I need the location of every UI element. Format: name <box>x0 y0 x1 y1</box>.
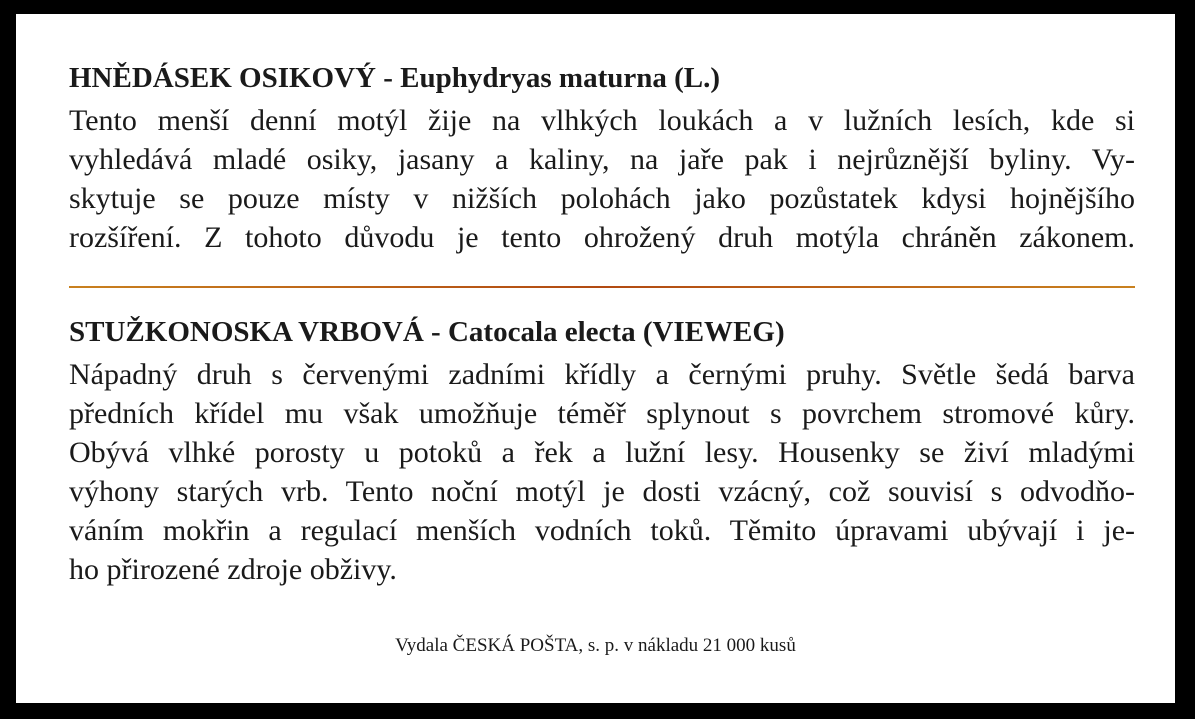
species-section-2 <box>69 318 1135 589</box>
publisher-footer: Vydala ČESKÁ POŠTA, s. p. v nákladu 21 000 kusů <box>395 635 796 656</box>
description-line: ho přirozené zdroje obživy. <box>69 553 397 586</box>
description-line: předních křídel mu však umožňuje téměř splynout s povrchem stromové kůry. <box>69 397 1135 430</box>
description-line: vyhledává mladé osiky, jasany a kaliny, na jaře pak i nejrůznější byliny. Vy- <box>69 143 1135 176</box>
species-latin-name: Euphydryas maturna (L.) <box>400 62 721 94</box>
description-line: rozšíření. Z tohoto důvodu je tento ohrožený druh motýla chráněn zákonem. <box>69 221 1135 254</box>
species-description-1 <box>69 101 1135 257</box>
description-line: váním mokřin a regulací menších vodních toků. Těmito úpravami ubývají i je- <box>69 514 1135 547</box>
heading-separator: - <box>375 62 401 94</box>
species-czech-name: HNĚDÁSEK OSIKOVÝ <box>69 62 376 94</box>
description-line: skytuje se pouze místy v nižších polohách jako pozůstatek kdysi hojnějšího <box>69 182 1135 215</box>
description-line: výhony starých vrb. Tento noční motýl je dosti vzácný, což souvisí s odvodňo- <box>69 475 1135 508</box>
description-line: Nápadný druh s červenými zadními křídly a černými pruhy. Světle šedá barva <box>69 358 1135 391</box>
species-description-2 <box>69 355 1135 589</box>
species-czech-name: STUŽKONOSKA VRBOVÁ <box>69 316 424 348</box>
species-heading-2 <box>69 318 1135 347</box>
section-divider <box>69 286 1135 288</box>
species-section-1 <box>69 64 1135 257</box>
description-line: Tento menší denní motýl žije na vlhkých loukách a v lužních lesích, kde si <box>69 104 1135 137</box>
description-line: Obývá vlhké porosty u potoků a řek a lužní lesy. Housenky se živí mladými <box>69 436 1135 469</box>
species-heading-1 <box>69 64 1135 93</box>
heading-separator: - <box>423 316 448 348</box>
species-latin-name: Catocala electa (VIEWEG) <box>447 316 785 348</box>
info-card <box>16 14 1175 703</box>
